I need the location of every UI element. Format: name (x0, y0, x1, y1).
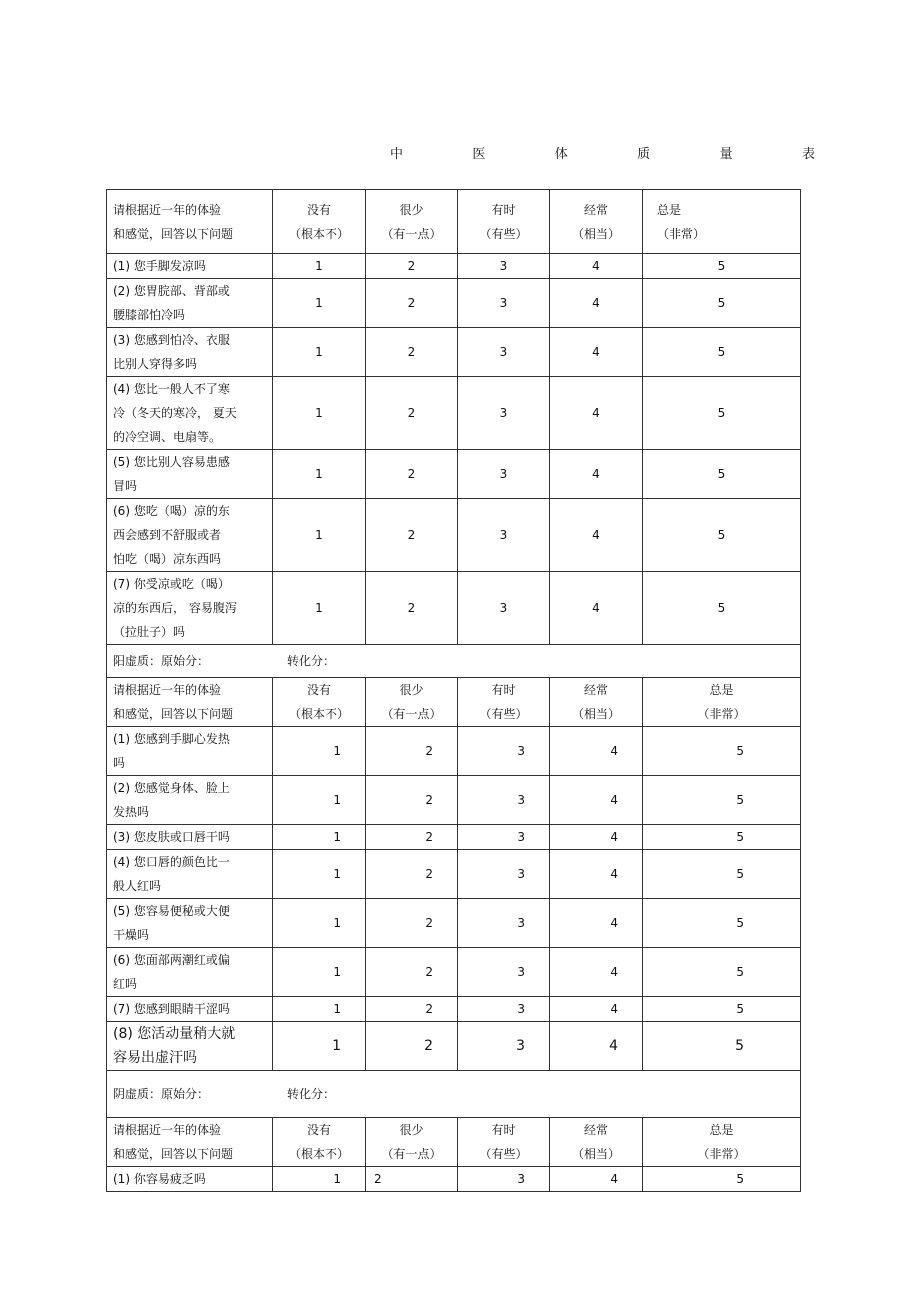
score-option-5[interactable]: 5 (643, 825, 801, 850)
score-option-1[interactable]: 1 (273, 850, 366, 899)
score-option-5[interactable]: 5 (643, 1167, 801, 1192)
score-option-3[interactable]: 3 (458, 1167, 550, 1192)
question-line: (1) 您手脚发凉吗 (113, 259, 206, 273)
question-line: 西会感到不舒服或者 (113, 528, 222, 542)
header-row (107, 190, 801, 254)
question-line: (2) 您感觉身体、脸上 (113, 781, 230, 795)
score-option-1[interactable]: 1 (273, 572, 366, 645)
score-option-2[interactable]: 2 (366, 1022, 458, 1071)
score-option-1[interactable]: 1 (273, 328, 366, 377)
raw-score-label: 阴虚质：原始分： (113, 1087, 210, 1101)
option-label: 没有 (306, 202, 331, 217)
score-option-3[interactable]: 3 (458, 850, 550, 899)
question-line: (6) 您面部两潮红或偏 (113, 953, 230, 967)
question-text (107, 377, 273, 450)
question-line: (4) 您比一般人不了寒 (113, 382, 230, 396)
header-line: 和感觉，回答以下问题 (113, 1147, 234, 1161)
header-line: 和感觉，回答以下问题 (113, 226, 234, 241)
question-text (107, 727, 273, 776)
option-header (643, 678, 801, 727)
score-summary-row (107, 1071, 801, 1118)
score-option-4[interactable]: 4 (550, 279, 643, 328)
option-header (550, 678, 643, 727)
score-option-1[interactable]: 1 (273, 279, 366, 328)
score-option-2[interactable]: 2 (366, 997, 458, 1022)
score-option-2[interactable]: 2 (366, 377, 458, 450)
question-text (107, 572, 273, 645)
question-line: （拉肚子）吗 (113, 625, 186, 639)
constitution-questionnaire-table (106, 189, 801, 1192)
option-header (458, 190, 550, 254)
option-label: （有些） (479, 226, 528, 241)
question-line: 怕吃（喝）凉东西吗 (113, 552, 222, 566)
question-line: 干燥吗 (113, 928, 150, 942)
option-label: （根本不） (288, 226, 349, 241)
question-row (107, 727, 801, 776)
option-label: （根本不） (288, 1147, 349, 1161)
option-label: 经常 (583, 1123, 608, 1137)
title-char: 质 (637, 147, 651, 162)
score-option-5[interactable]: 5 (643, 776, 801, 825)
score-option-5[interactable]: 5 (643, 899, 801, 948)
score-option-4[interactable]: 4 (550, 899, 643, 948)
question-line: (7) 您感到眼睛干涩吗 (113, 1002, 230, 1016)
score-option-2[interactable]: 2 (366, 328, 458, 377)
question-text (107, 776, 273, 825)
score-option-4[interactable]: 4 (550, 1167, 643, 1192)
question-row (107, 997, 801, 1022)
option-label: （有一点） (381, 1147, 442, 1161)
score-option-5[interactable]: 5 (643, 727, 801, 776)
score-option-3[interactable]: 3 (458, 1022, 550, 1071)
option-label: 很少 (399, 202, 424, 217)
question-line: 腰膝部怕冷吗 (113, 308, 186, 322)
option-label: 总是 (709, 683, 734, 697)
question-line: (1) 你容易疲乏吗 (113, 1172, 206, 1186)
option-label: 有时 (491, 1123, 516, 1137)
question-row (107, 1022, 801, 1071)
question-text (107, 328, 273, 377)
option-label: （有一点） (381, 226, 442, 241)
option-label: （有些） (479, 707, 528, 721)
question-text (107, 1167, 273, 1192)
header-row (107, 1118, 801, 1167)
question-row (107, 850, 801, 899)
score-option-4[interactable]: 4 (550, 997, 643, 1022)
question-line: 容易出虚汗吗 (113, 1050, 197, 1066)
question-row (107, 572, 801, 645)
question-line: (5) 您容易便秘或大便 (113, 904, 230, 918)
title-char: 量 (719, 147, 733, 162)
question-line: (1) 您感到手脚心发热 (113, 732, 230, 746)
question-line: 般人红吗 (113, 879, 162, 893)
option-label: 经常 (583, 202, 608, 217)
option-label: （根本不） (288, 707, 349, 721)
question-row (107, 279, 801, 328)
title-char: 体 (554, 147, 568, 162)
score-option-5[interactable]: 5 (643, 572, 801, 645)
score-option-3[interactable]: 3 (458, 279, 550, 328)
question-line: (2) 您胃脘部、背部或 (113, 284, 230, 298)
question-text (107, 279, 273, 328)
converted-score-label: 转化分： (287, 654, 336, 668)
score-option-2[interactable]: 2 (366, 727, 458, 776)
question-row (107, 377, 801, 450)
question-line: 红吗 (113, 977, 138, 991)
question-line: (3) 您皮肤或口唇干吗 (113, 830, 230, 844)
option-label: 经常 (583, 683, 608, 697)
raw-score-label: 阳虚质：原始分： (113, 654, 210, 668)
question-line: (5) 您比别人容易患感 (113, 455, 230, 469)
score-option-5[interactable]: 5 (643, 377, 801, 450)
score-option-3[interactable]: 3 (458, 825, 550, 850)
score-option-2[interactable]: 2 (366, 825, 458, 850)
score-option-1[interactable]: 1 (273, 450, 366, 499)
score-option-1[interactable]: 1 (273, 254, 366, 279)
score-option-4[interactable]: 4 (550, 254, 643, 279)
option-label: 很少 (399, 1123, 424, 1137)
score-option-1[interactable]: 1 (273, 948, 366, 997)
score-option-5[interactable]: 5 (643, 328, 801, 377)
score-option-3[interactable]: 3 (458, 377, 550, 450)
score-option-1[interactable]: 1 (273, 899, 366, 948)
option-label: （非常） (697, 707, 746, 721)
question-row (107, 825, 801, 850)
question-line: 比别人穿得多吗 (113, 357, 198, 371)
score-option-1[interactable]: 1 (273, 377, 366, 450)
question-line: (4) 您口唇的颜色比一 (113, 855, 230, 869)
question-header (107, 1118, 273, 1167)
question-text (107, 997, 273, 1022)
option-header (643, 190, 801, 254)
score-summary-row (107, 645, 801, 678)
score-option-1[interactable]: 1 (273, 1022, 366, 1071)
title-char: 中 (390, 147, 404, 162)
score-option-1[interactable]: 1 (273, 776, 366, 825)
score-option-3[interactable]: 3 (458, 948, 550, 997)
option-header (366, 1118, 458, 1167)
option-label: （有些） (479, 1147, 528, 1161)
score-option-2[interactable]: 2 (366, 279, 458, 328)
page-title (390, 143, 815, 162)
option-label: （相当） (571, 707, 620, 721)
header-line: 请根据近一年的体验 (113, 202, 222, 217)
score-option-3[interactable]: 3 (458, 254, 550, 279)
score-option-1[interactable]: 1 (273, 997, 366, 1022)
option-label: 有时 (491, 202, 516, 217)
converted-score-label: 转化分： (287, 1087, 336, 1101)
score-option-5[interactable]: 5 (643, 499, 801, 572)
question-line: 冒吗 (113, 479, 138, 493)
score-option-5[interactable]: 5 (643, 254, 801, 279)
question-text (107, 948, 273, 997)
score-option-4[interactable]: 4 (550, 377, 643, 450)
score-option-3[interactable]: 3 (458, 776, 550, 825)
option-label: 没有 (306, 683, 331, 697)
score-option-2[interactable]: 2 (366, 499, 458, 572)
option-label: （非常） (697, 1147, 746, 1161)
score-option-4[interactable]: 4 (550, 328, 643, 377)
score-option-2[interactable]: 2 (366, 450, 458, 499)
score-option-5[interactable]: 5 (643, 279, 801, 328)
score-option-5[interactable]: 5 (643, 450, 801, 499)
question-line: 吗 (113, 756, 126, 770)
score-option-4[interactable]: 4 (550, 450, 643, 499)
question-row (107, 450, 801, 499)
score-option-1[interactable]: 1 (273, 825, 366, 850)
question-row (107, 1167, 801, 1192)
question-line: (3) 您感到怕冷、衣服 (113, 333, 230, 347)
option-header (366, 678, 458, 727)
question-text (107, 899, 273, 948)
score-summary (107, 645, 801, 678)
question-text (107, 499, 273, 572)
question-line: 凉的东西后， 容易腹泻 (113, 601, 237, 615)
question-row (107, 899, 801, 948)
question-text (107, 1022, 273, 1071)
question-row (107, 254, 801, 279)
question-header (107, 190, 273, 254)
header-row (107, 678, 801, 727)
option-label: 很少 (399, 683, 424, 697)
question-line: (8) 您活动量稍大就 (113, 1026, 236, 1042)
option-header (366, 190, 458, 254)
option-header (273, 678, 366, 727)
option-label: 没有 (306, 1123, 331, 1137)
option-header (273, 190, 366, 254)
score-option-3[interactable]: 3 (458, 572, 550, 645)
title-char: 表 (801, 147, 815, 162)
score-option-5[interactable]: 5 (643, 850, 801, 899)
question-line: 发热吗 (113, 805, 150, 819)
score-option-3[interactable]: 3 (458, 328, 550, 377)
score-option-3[interactable]: 3 (458, 499, 550, 572)
question-row (107, 948, 801, 997)
option-header (273, 1118, 366, 1167)
score-option-2[interactable]: 2 (366, 899, 458, 948)
score-option-4[interactable]: 4 (550, 499, 643, 572)
option-label: （非常） (657, 226, 706, 241)
question-row (107, 328, 801, 377)
score-option-2[interactable]: 2 (366, 850, 458, 899)
question-line: 的冷空调、电扇等。 (113, 430, 222, 444)
option-header (550, 190, 643, 254)
option-header (550, 1118, 643, 1167)
option-label: 总是 (709, 1123, 734, 1137)
score-option-2[interactable]: 2 (366, 1167, 458, 1192)
option-header (643, 1118, 801, 1167)
score-option-3[interactable]: 3 (458, 450, 550, 499)
question-text (107, 450, 273, 499)
option-label: （相当） (571, 226, 620, 241)
option-label: （有一点） (381, 707, 442, 721)
score-option-1[interactable]: 1 (273, 1167, 366, 1192)
option-label: 总是 (657, 202, 682, 217)
option-header (458, 1118, 550, 1167)
score-option-4[interactable]: 4 (550, 1022, 643, 1071)
question-row (107, 776, 801, 825)
question-text (107, 850, 273, 899)
score-option-2[interactable]: 2 (366, 254, 458, 279)
score-option-3[interactable]: 3 (458, 997, 550, 1022)
score-option-2[interactable]: 2 (366, 572, 458, 645)
title-char: 医 (472, 147, 486, 162)
question-line: (7) 你受凉或吃（喝） (113, 577, 230, 591)
score-option-2[interactable]: 2 (366, 776, 458, 825)
option-header (458, 678, 550, 727)
question-text (107, 825, 273, 850)
score-option-5[interactable]: 5 (643, 948, 801, 997)
score-option-5[interactable]: 5 (643, 1022, 801, 1071)
question-row (107, 499, 801, 572)
score-option-2[interactable]: 2 (366, 948, 458, 997)
score-option-1[interactable]: 1 (273, 499, 366, 572)
header-line: 和感觉，回答以下问题 (113, 707, 234, 721)
score-option-3[interactable]: 3 (458, 727, 550, 776)
score-option-4[interactable]: 4 (550, 572, 643, 645)
score-option-5[interactable]: 5 (643, 997, 801, 1022)
header-line: 请根据近一年的体验 (113, 1123, 222, 1137)
question-line: 冷（冬天的寒冷， 夏天 (113, 406, 237, 420)
score-option-3[interactable]: 3 (458, 899, 550, 948)
option-label: 有时 (491, 683, 516, 697)
score-option-4[interactable]: 4 (550, 850, 643, 899)
score-summary (107, 1071, 801, 1118)
score-option-4[interactable]: 4 (550, 727, 643, 776)
score-option-4[interactable]: 4 (550, 948, 643, 997)
option-label: （相当） (571, 1147, 620, 1161)
question-header (107, 678, 273, 727)
score-option-1[interactable]: 1 (273, 727, 366, 776)
score-option-4[interactable]: 4 (550, 776, 643, 825)
header-line: 请根据近一年的体验 (113, 683, 222, 697)
score-option-4[interactable]: 4 (550, 825, 643, 850)
question-line: (6) 您吃（喝）凉的东 (113, 504, 230, 518)
question-text (107, 254, 273, 279)
